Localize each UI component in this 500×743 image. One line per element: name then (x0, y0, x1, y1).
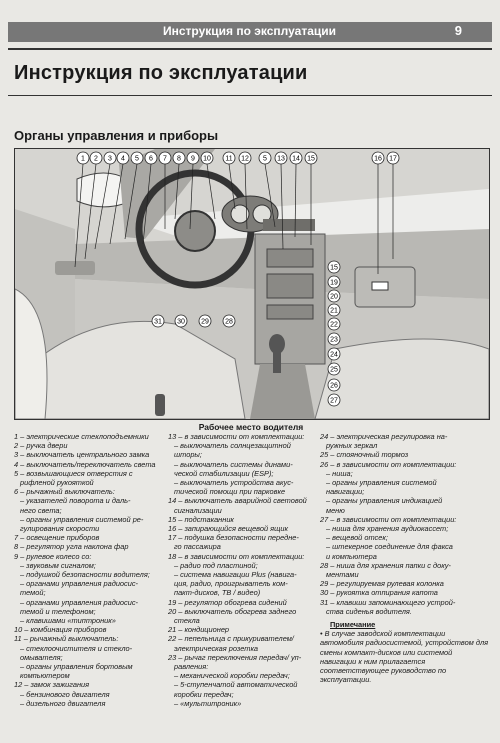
legend-item: 13 – в зависимости от комплектации: (168, 432, 305, 441)
callout-number: 9 (191, 155, 195, 163)
legend-item: 29 – регулируемая рулевая колонка (320, 579, 444, 589)
legend-item: – органами управления радиосис- (20, 597, 139, 607)
legend-item: го пассажира (174, 542, 221, 552)
legend-item: – стеклоочистителя и стекло- (20, 643, 133, 653)
legend-item: 9 – рулевое колесо со: (14, 551, 92, 561)
callout-number: 20 (330, 293, 338, 301)
chapter-title: Инструкция по эксплуатации (14, 62, 308, 84)
callout-number: 1 (81, 155, 85, 163)
callout-number: 31 (154, 318, 162, 326)
callout-number: 29 (201, 318, 209, 326)
legend-item: ства сиденья водителя. (326, 606, 412, 616)
legend-item: коробки передач; (174, 689, 234, 699)
legend-item: 2 – ручка двери (14, 441, 68, 451)
legend-item: – система навигации Plus (навига- (174, 570, 297, 580)
callout-number: 19 (330, 279, 338, 287)
legend-item: 21 – кондиционер (168, 625, 230, 635)
legend-item: – органы управления бортовым (20, 662, 133, 672)
legend-item: – штекерное соединение для факса (326, 542, 453, 552)
note-title: Примечание (330, 620, 376, 630)
legend-column-2 (168, 432, 318, 708)
legend-item: 7 – освещение приборов (14, 533, 100, 543)
legend-item: омывателя; (20, 652, 63, 662)
legend-item: 5 – возвышающиеся отверстия с (14, 468, 133, 478)
legend-item: – выключатель устройства акус- (174, 478, 294, 488)
legend-item: гулирования скорости (20, 524, 100, 534)
running-header (8, 22, 492, 42)
legend-item: 1 – электрические стеклоподъемники (14, 432, 149, 441)
callout-number: 10 (203, 155, 211, 163)
callout-number: 17 (389, 155, 397, 163)
divider (8, 95, 492, 96)
dashboard-illustration (15, 149, 489, 419)
legend-item: 22 – пепельница с прикуривателем/ (168, 634, 294, 644)
callout-number: 8 (177, 155, 181, 163)
legend-item: 15 – подстаканник (168, 514, 234, 524)
legend-item: – органы управления системой ре- (20, 514, 144, 524)
legend-item: равления: (174, 662, 209, 672)
legend-item: – подушкой безопасности водителя; (20, 570, 150, 580)
legend-item: – радио под пластиной; (174, 560, 258, 570)
callout-number: 5 (135, 155, 139, 163)
callout-number: 25 (330, 366, 338, 374)
legend-item: шторы; (174, 450, 202, 460)
legend-item: стекла (174, 616, 200, 626)
legend-item: темой; (20, 588, 46, 598)
section-title: Органы управления и приборы (14, 128, 219, 143)
callout-number: 7 (163, 155, 167, 163)
legend-item: – звуковым сигналом; (20, 560, 96, 570)
callout-number: 26 (330, 382, 338, 390)
callout-number: 13 (277, 155, 285, 163)
legend-item: него света; (20, 505, 62, 515)
callout-number: 24 (330, 351, 338, 359)
legend-item: 14 – выключатель аварийной световой (168, 496, 307, 506)
legend-item: 26 – в зависимости от комплектации: (320, 459, 457, 469)
legend-item: электрическая розетка (174, 643, 259, 653)
legend-item: 19 – регулятор обогрева сидений (168, 597, 287, 607)
legend-item: – бензинового двигателя (20, 689, 110, 699)
legend-item: 23 – рычаг переключения передач/ уп- (168, 652, 302, 662)
callout-number: 30 (177, 318, 185, 326)
divider (8, 48, 492, 50)
legend-item: сигнализации (174, 505, 222, 515)
legend-item: 4 – выключатель/переключатель света (14, 459, 156, 469)
callout-number: 15 (307, 155, 315, 163)
callout-number: 16 (374, 155, 382, 163)
legend-item: – вещевой отсек; (326, 533, 388, 543)
legend-item: – клавишами «типтроник» (20, 616, 116, 626)
legend-item: – 5-ступенчатой автоматической (174, 680, 298, 690)
callout-number: 15 (330, 264, 338, 272)
legend-item: 30 – рукоятка отпирания капота (320, 588, 438, 598)
legend-item: – дизельного двигателя (20, 698, 106, 708)
legend-item: – выключатель солнцезащитной (174, 441, 291, 451)
callout-number: 2 (94, 155, 98, 163)
legend-item: 6 – рычажный выключатель: (14, 487, 115, 497)
legend-item: ружных зеркал (326, 441, 378, 451)
legend-item: – органы управления индикацией (326, 496, 443, 506)
legend-item: темой и телефоном; (20, 606, 96, 616)
legend-item: 24 – электрическая регулировка на- (320, 432, 448, 441)
callout-number: 12 (241, 155, 249, 163)
legend-item: навигации; (326, 487, 365, 497)
legend-item: – ниша; (326, 468, 353, 478)
legend-item: пакт-дисков, ТВ / видео) (174, 588, 261, 598)
legend-item: 10 – комбинация приборов (14, 625, 107, 635)
figure-caption: Рабочее место водителя (198, 422, 304, 432)
legend-item: – механической коробки передач; (174, 671, 290, 681)
callout-number: 21 (330, 307, 338, 315)
legend-item: 3 – выключатель центрального замка (14, 450, 150, 460)
dashboard-figure (14, 148, 490, 420)
legend-item: тической помощи при парковке (174, 487, 286, 497)
legend-item: и компьютера (326, 551, 377, 561)
callout-number: 22 (330, 321, 338, 329)
legend-item: ментами (326, 570, 359, 580)
note-text: • В случае заводской комплектации автомобиля радиосистемой, устройством для смены компакт-дисков или системой навигации к ним прилагается соответствующее руководство по эксплуатации. (320, 629, 489, 685)
running-header-title: Инструкция по эксплуатации (163, 24, 337, 38)
legend-item: рифленой рукояткой (20, 478, 94, 488)
legend-column-1 (14, 432, 164, 708)
page-number: 9 (454, 23, 462, 38)
callout-number: 27 (330, 397, 338, 405)
legend-item: меню (326, 505, 345, 515)
legend-item: 12 – замок зажигания (14, 680, 90, 690)
legend-item: – органами управления радиосис- (20, 579, 139, 589)
legend-item: 17 – подушка безопасности передне- (168, 533, 299, 543)
legend-item: – органы управления системой (326, 478, 437, 488)
callout-number: 28 (225, 318, 233, 326)
callout-number: 11 (225, 155, 233, 163)
legend-item: компьютером (20, 671, 70, 681)
callout-number: 14 (292, 155, 300, 163)
legend-item: 31 – клавиши запоминающего устрой- (320, 597, 456, 607)
callout-number: 4 (121, 155, 125, 163)
legend-item: ческой стабилизации (ESP); (174, 468, 274, 478)
legend-item: 27 – в зависимости от комплектации: (320, 514, 457, 524)
legend-item: 16 – запирающийся вещевой ящик (168, 524, 288, 534)
legend-item: – ниша для хранения аудиокассет; (326, 524, 449, 534)
legend-item: 25 – стояночный тормоз (320, 450, 409, 460)
callout-number: 23 (330, 336, 338, 344)
callout-number: 6 (149, 155, 153, 163)
legend-item: 28 – ниша для хранения папки с доку- (320, 560, 451, 570)
legend-item: 11 – рычажный выключатель: (14, 634, 119, 644)
legend-item: 8 – регулятор угла наклона фар (14, 542, 129, 552)
callout-number: 3 (108, 155, 112, 163)
legend-item: ция, радио, проигрыватель ком- (174, 579, 288, 589)
legend-column-3 (320, 432, 490, 684)
legend-item: – выключатель системы динами- (174, 459, 293, 469)
legend-item: – указателей поворота и даль- (20, 496, 131, 506)
legend-item: 18 – в зависимости от комплектации: (168, 551, 305, 561)
legend-item: – «мультитроник» (174, 698, 242, 708)
callout-number: 5 (263, 155, 267, 163)
legend-item: 20 – выключатель обогрева заднего (168, 606, 297, 616)
